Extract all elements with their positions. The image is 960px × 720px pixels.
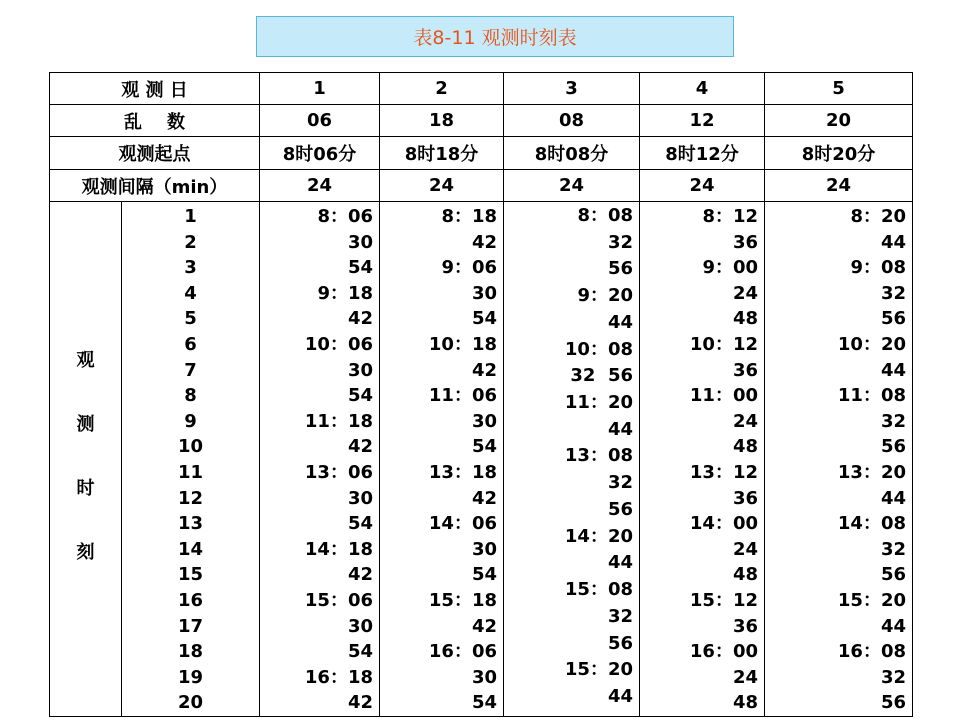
random-cell: 12 [640,105,765,137]
observation-time: 30 [471,666,498,688]
observation-time: 54 [347,257,374,279]
observation-time: 54 [471,564,498,586]
times-list-day-1 [260,202,379,716]
observation-time: 8：12 [702,206,759,227]
times-list-day-3 [504,202,639,709]
observation-time: 48 [732,308,759,330]
day-cell: 4 [640,73,765,105]
row-index: 5 [184,308,197,330]
observation-time: 8：08 [577,205,634,226]
observation-time: 56 [880,308,907,330]
observation-time: 48 [732,692,759,714]
observation-time: 54 [347,513,374,535]
observation-time: 30 [347,487,374,509]
row-index: 3 [184,257,197,279]
header-row-interval [50,170,913,202]
observation-time: 14：20 [564,525,634,547]
observation-time: 16：08 [837,641,907,663]
observation-time: 42 [347,436,374,458]
observation-time: 15：18 [428,589,498,611]
observation-time: 54 [471,436,498,458]
observation-time: 44 [880,231,907,253]
start-label: 观测起点 [50,137,260,170]
observation-time: 30 [471,538,498,560]
observation-time: 54 [347,641,374,663]
observation-time: 11：18 [304,410,374,432]
index-cell [122,202,260,717]
start-cell: 8时12分 [640,137,765,170]
observation-time: 42 [471,615,498,637]
observation-time: 11：00 [689,385,759,407]
side-label-cell [50,202,122,717]
observation-time: 9：06 [441,257,498,279]
observation-time: 16：00 [689,641,759,663]
row-index: 20 [177,692,204,714]
side-label [50,202,121,712]
observation-time: 15：08 [564,579,634,601]
side-label-char: 时 [76,478,95,499]
start-cell: 8时08分 [504,137,640,170]
observation-time: 36 [732,231,759,253]
times-cell-day-5 [765,202,913,717]
side-label-char: 刻 [76,542,95,563]
observation-time: 16：06 [428,641,498,663]
row-index: 6 [184,333,197,355]
observation-time: 13：12 [689,461,759,483]
observation-time: 42 [471,231,498,253]
row-index: 15 [177,564,204,586]
observation-time: 30 [347,359,374,381]
observation-time: 9：18 [317,282,374,304]
header-row-day [50,73,913,105]
start-cell: 8时18分 [380,137,504,170]
row-index: 12 [177,487,204,509]
observation-time: 15：12 [689,589,759,611]
start-cell: 8时06分 [260,137,380,170]
observation-time: 36 [732,615,759,637]
observation-time: 11：06 [428,385,498,407]
times-cell-day-4 [640,202,765,717]
observation-time: 24 [732,410,759,432]
observation-time: 9：08 [850,257,907,279]
observation-time: 42 [471,487,498,509]
observation-time: 54 [471,308,498,330]
row-index: 13 [177,513,204,535]
times-list-day-5 [765,202,912,716]
observation-time: 30 [347,231,374,253]
header-row-start [50,137,913,170]
observation-time: 30 [347,615,374,637]
observation-schedule-table [49,72,913,717]
observation-time: 44 [607,311,634,333]
observation-time: 13：18 [428,461,498,483]
observation-time: 42 [347,692,374,714]
observation-time: 56 [880,436,907,458]
observation-time: 10：18 [428,333,498,355]
interval-cell: 24 [640,170,765,202]
interval-cell: 24 [260,170,380,202]
observation-time: 44 [880,487,907,509]
row-index: 11 [177,461,204,483]
header-row-random [50,105,913,137]
observation-time: 24 [732,282,759,304]
observation-time: 36 [732,359,759,381]
times-list-day-4 [640,202,764,716]
times-cell-day-3 [504,202,640,717]
observation-time: 42 [347,308,374,330]
side-label-char: 测 [76,414,95,435]
observation-time: 16：18 [304,666,374,688]
observation-time: 44 [607,685,634,707]
table-title [256,16,734,57]
observation-time: 8：18 [441,206,498,227]
row-index: 2 [184,231,197,253]
observation-time: 56 [607,498,634,520]
observation-time: 32 56 [570,365,634,387]
observation-time: 30 [471,410,498,432]
observation-time: 30 [471,282,498,304]
row-index: 14 [177,538,204,560]
observation-time: 15：06 [304,589,374,611]
observation-time: 14：06 [428,513,498,535]
observation-time: 32 [880,666,907,688]
observation-time: 48 [732,436,759,458]
observation-time: 11：20 [564,392,634,414]
observation-time: 44 [880,359,907,381]
observation-time: 32 [880,410,907,432]
observation-time: 15：20 [837,589,907,611]
row-index: 8 [184,385,197,407]
row-index: 1 [184,206,197,227]
side-label-char: 观 [76,350,95,371]
observation-time: 8：20 [850,206,907,227]
observation-time: 32 [880,282,907,304]
observation-time: 36 [732,487,759,509]
random-cell: 08 [504,105,640,137]
observation-time: 13：08 [564,445,634,467]
interval-cell: 24 [765,170,913,202]
observation-time: 44 [607,418,634,440]
observation-time: 24 [732,538,759,560]
observation-time: 14：00 [689,513,759,535]
observation-time: 32 [607,472,634,494]
observation-time: 32 [880,538,907,560]
observation-time: 10：20 [837,333,907,355]
index-list [122,202,259,716]
day-cell: 5 [765,73,913,105]
observation-time: 24 [732,666,759,688]
observation-time: 56 [880,692,907,714]
day-cell: 3 [504,73,640,105]
times-cell-day-2 [380,202,504,717]
row-index: 17 [177,615,204,637]
random-cell: 06 [260,105,380,137]
observation-time: 48 [732,564,759,586]
observation-time: 10：06 [304,333,374,355]
observation-time: 54 [347,385,374,407]
observation-time: 42 [471,359,498,381]
day-label: 观 测 日 [50,73,260,105]
observation-time: 54 [471,692,498,714]
row-index: 16 [177,589,204,611]
observation-time: 14：18 [304,538,374,560]
row-index: 18 [177,641,204,663]
interval-cell: 24 [504,170,640,202]
observation-time: 10：12 [689,333,759,355]
observation-time: 9：20 [577,285,634,307]
random-label: 乱 数 [50,105,260,137]
row-index: 7 [184,359,197,381]
table-title-text: 表8-11 观测时刻表 [413,27,577,49]
observation-time: 44 [880,615,907,637]
start-cell: 8时20分 [765,137,913,170]
times-list-day-2 [380,202,503,716]
interval-cell: 24 [380,170,504,202]
observation-time: 56 [607,258,634,280]
row-index: 10 [177,436,204,458]
observation-time: 56 [880,564,907,586]
observation-time: 10：08 [564,338,634,360]
interval-label: 观测间隔（min） [50,170,260,202]
observation-time: 15：20 [564,659,634,681]
observation-time: 13：06 [304,461,374,483]
times-cell-day-1 [260,202,380,717]
row-index: 4 [184,282,197,304]
observation-time: 56 [607,632,634,654]
observation-time: 11：08 [837,385,907,407]
row-index: 19 [177,666,204,688]
random-cell: 20 [765,105,913,137]
observation-time: 42 [347,564,374,586]
day-cell: 1 [260,73,380,105]
observation-times-row [50,202,913,717]
observation-time: 13：20 [837,461,907,483]
observation-time: 14：08 [837,513,907,535]
observation-time: 32 [607,231,634,253]
observation-time: 9：00 [702,257,759,279]
observation-time: 8：06 [317,206,374,227]
day-cell: 2 [380,73,504,105]
row-index: 9 [184,410,197,432]
random-cell: 18 [380,105,504,137]
observation-time: 44 [607,552,634,574]
observation-time: 32 [607,605,634,627]
